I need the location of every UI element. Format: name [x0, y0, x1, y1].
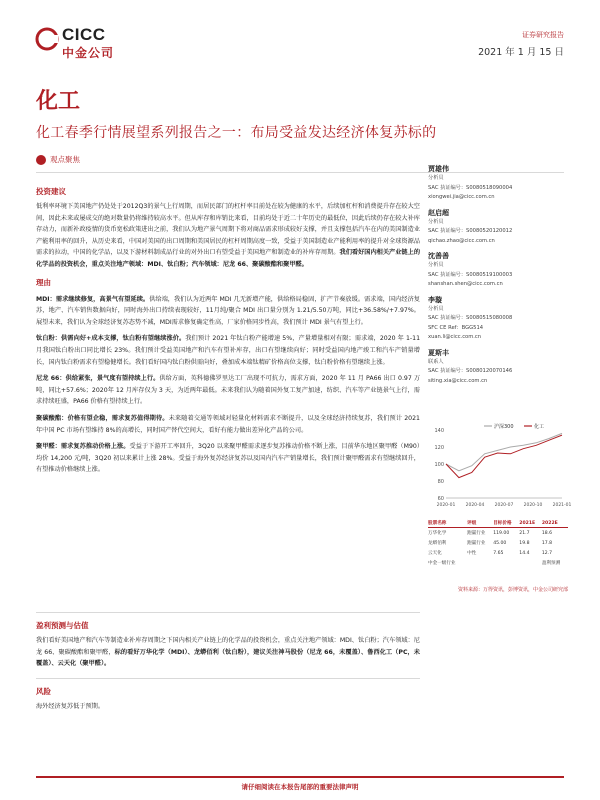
tio2-paragraph: 钛白粉：供需向好+成本支撑，钛白粉有望继续涨价。我们预计 2021 年钛白粉产能增速 5%，产量增量相对有限；需求端，2020 年 1-11 月我国钛白粉出口同比增长 23%。我们预计受益美国地产和汽车有望补库存，出口有望继续向好；同时受益国内地产竣工和汽车产销量增长，国内钛白粉需求有望稳健增长。我们看好国内钛白粉供需向好，叠加成本端钛精矿价格高位支撑，钛白粉价格有望继续上涨。	[36, 335, 421, 366]
divider	[36, 678, 420, 679]
table-header: 2022E	[542, 519, 568, 528]
profit-paragraph: 我们看好美国地产和汽车等制造业补库存周期之下国内相关产业链上的化学品的投资机会，重点关注地产领域：MDI、钛白粉；汽车领域：尼龙 66、聚碳酸酯和聚甲醛，标的看好万华化学（MDI）、龙蟒佰利（钛白粉），建议关注神马股份（尼龙 66，未覆盖）、鲁西化工（PC，未覆盖）、云天化（聚甲醛）。	[36, 637, 420, 668]
analyst: 赵启超 分析员 SAC 执证编号：S0080520120012 qichao.zhao@cicc.com.cn	[428, 208, 513, 244]
logo-en: CICC	[62, 25, 106, 44]
table-header: 2021E	[519, 519, 542, 528]
y-tick-label: 80	[437, 479, 444, 485]
analyst: 沈善善 分析员 SAC 执证编号：S0080519100003 shanshan.shen@cicc.com.cn	[428, 252, 513, 287]
section-title-invest: 投资建议	[36, 187, 66, 196]
section-title-reason: 理由	[36, 277, 51, 287]
table-row: 万华化学 跑赢行业 119.00 21.7 18.6	[428, 530, 553, 536]
tag-icon	[36, 155, 46, 165]
legend-label: 沪深300	[494, 424, 514, 430]
risk-section	[36, 686, 420, 713]
report-date: 2021 年 1 月 15 日	[478, 47, 564, 58]
table-row: 龙蟒佰利 跑赢行业 45.00 19.8 17.8	[428, 540, 553, 546]
risk-paragraph: 海外经济复苏低于预期。	[36, 703, 105, 710]
table-row: 云天化 中性 7.65 14.4 12.7	[428, 550, 553, 556]
divider	[36, 612, 420, 613]
legend-label: 化工	[534, 424, 545, 430]
table-header: 股票名称	[428, 519, 467, 528]
chart-svg	[428, 420, 572, 512]
section-title-risk: 风险	[36, 687, 51, 696]
cicc-logo	[36, 24, 136, 62]
footer-disclaimer: 请仔细阅读在本报告尾部的重要法律声明	[241, 783, 359, 791]
nylon-paragraph: 尼龙 66：供给紧张，景气度有望持续上行。供给方面，英科德佛罗里达工厂出现不可抗力，需求方面，2020 年 11 月 PA66 出口 0.97 万吨，同比+57.6%；2020年 12 月库存仅为 3 天，为近两年最低。未来我们认为随着国外复工复产加速，纺织、汽车等产业链景气上行，需求持续旺盛，PA66 价格有望持续上行。	[36, 375, 421, 406]
stock-table	[428, 519, 568, 593]
source-note: 资料来源：万得资讯，彭博资讯，中金公司研究部	[457, 587, 568, 593]
analyst: 夏斯丰 联系人 SAC 执证编号：S0080120070146 siting.xia@cicc.com.cn	[428, 348, 513, 384]
report-title: 化工春季行情展望系列报告之一：布局受益发达经济体复苏标的	[36, 125, 437, 141]
report-type: 证券研究报告	[522, 31, 564, 39]
invest-paragraph: 低利率环境下美国地产仍处处于2012Q3的景气上行周期，而居民部门的杠杆率目前处在较为健康的水平，后续加杠杆和消费提升存在较大空间，因此未来或屡成交的绝对数量仍将维持较高水平。但从库存和库销比来看，目前均处于近二十年历史的最低位，因此后续仍存在较大补库存动力，而新补政疫情的货币宽松政策进出之前，我们认为地产景气周期下将对商品需求形成较好支撑，并且支撑包括汽车在内的美国制造业产能利用率的回升，从历史来看，中国对美国的出口周期和美国居民的杠杆周期高度一致，受益于美国制造业产能利用率的提升对全球资源品需求的拉动，中国的化学品，以及下游材料制成品行业的对外出口有望受益于美国地产和制造业的补库存周期。我们看好国内相关产业链上的化学品的投资机会，重点关注地产领域：MDI、钛白粉；汽车领域：尼龙 66、聚碳酸酯和聚甲醛。	[36, 203, 421, 268]
analyst: 李璇 分析员 SAC 执证编号：S0080515080008 SFC CE Ref：BGG514 xuan.li@cicc.com.cn	[428, 295, 513, 340]
y-tick-label: 120	[434, 445, 444, 451]
table-header-row	[428, 519, 568, 528]
series-line	[446, 435, 562, 478]
pom-paragraph: 聚甲醛：需求复苏推动价格上涨。受益于下游开工率回升，3Q20 以来聚甲醛需求逐步复苏推动价格不断上涨，目前华东地区聚甲醛（M90）均价 14,200 元/吨，3Q20 初以来累计上涨 28%。受益于海外复苏经济复苏以及国内汽车产销量增长，我们预计聚甲醛需求有望继续回升，有望推动价格继续上涨。	[36, 443, 421, 474]
main-column	[36, 186, 420, 476]
section-title-profit: 盈利预测与估值	[36, 621, 89, 630]
x-tick-label: 2020-01	[436, 503, 456, 508]
pc-paragraph: 聚碳酸酯：价格有望企稳，需求复苏值得期待。未来随着交通等领域对轻量化材料需求不断提升，以及全球经济持续复苏，我们预计 2021 年中国 PC 市场有望维持 8%的高增长，同时国产替代空间大，看好有能力做出差异化产品的公司。	[36, 414, 420, 434]
table-header: 评级	[467, 519, 493, 528]
x-tick-label: 2021-01	[552, 503, 572, 508]
analyst: 贾雄伟 分析员 SAC 执证编号：S0080518090004 xiongwei.jia@cicc.com.cn	[428, 165, 513, 200]
analyst-list	[428, 164, 568, 386]
y-tick-label: 140	[434, 428, 444, 434]
cicc-logo-icon	[36, 28, 58, 50]
x-tick-label: 2020-04	[465, 503, 485, 508]
mdi-paragraph: MDI：需求继续修复，高景气有望延续。供给端，我们认为近两年 MDI 几无新增产能，供给格局稳固，扩产节奏放缓。需求端，国内经济复苏，地产、汽车销售数据向好，同时海外出口持续表现较好，11月纯/聚合 MDI 出口量分别为 1.21/5.50万吨，同比+36.58%/+7.97%。展望未来，我们认为全球经济复苏态势不减，MDI需求修复确定性高，厂家价格同步性高，我们预计 MDI 景气有望上行。	[36, 295, 420, 326]
series-line	[446, 433, 562, 470]
footer-rule	[36, 776, 564, 778]
profit-section	[36, 620, 420, 670]
table-header: 目标价格	[493, 519, 519, 528]
y-tick-label: 100	[434, 462, 444, 468]
performance-chart	[428, 420, 572, 512]
tag-text: 观点聚焦	[50, 155, 80, 164]
table-row: 中金一级行业 盈利预测	[428, 561, 561, 566]
sector-title: 化工	[36, 89, 81, 114]
logo-cn: 中金公司	[62, 46, 115, 60]
y-tick-label: 60	[437, 496, 444, 502]
x-tick-label: 2020-10	[523, 503, 543, 508]
x-tick-label: 2020-07	[494, 503, 514, 508]
